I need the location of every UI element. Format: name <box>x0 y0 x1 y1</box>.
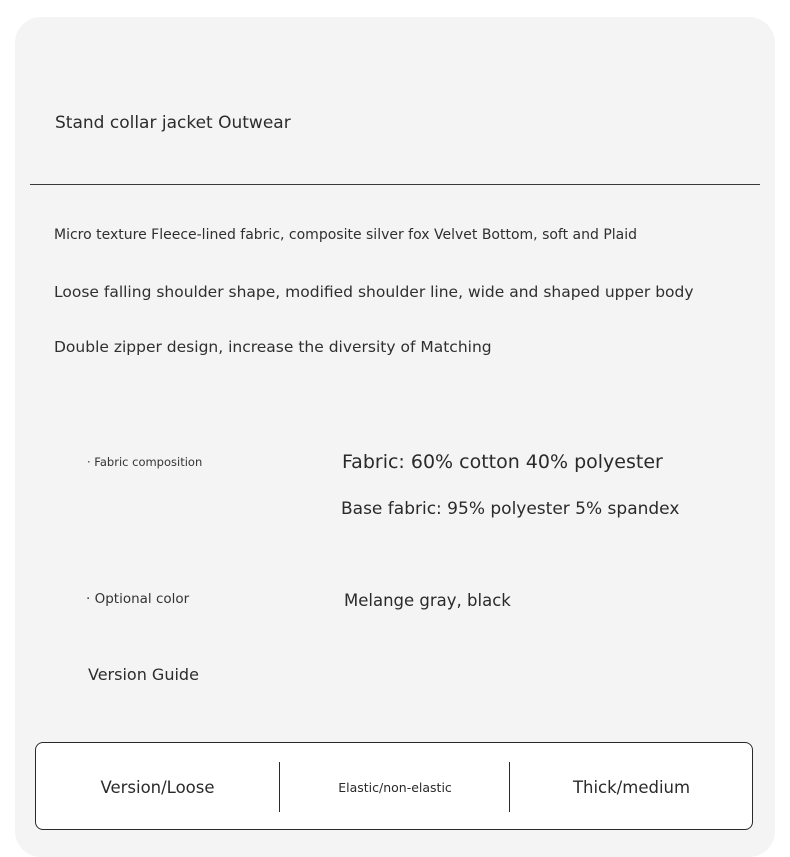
version-guide-title: Version Guide <box>88 665 199 684</box>
thickness-cell: Thick/medium <box>572 777 691 797</box>
version-cell: Version/Loose <box>100 777 215 797</box>
product-title: Stand collar jacket Outwear <box>55 113 291 133</box>
version-guide-table <box>35 742 753 830</box>
elasticity-cell: Elastic/non-elastic <box>338 779 452 795</box>
title-divider <box>30 184 760 185</box>
feature-line: Loose falling shoulder shape, modified shoulder line, wide and shaped upper body <box>54 283 694 301</box>
optional-color-value: Melange gray, black <box>344 591 511 610</box>
feature-line: Double zipper design, increase the diversity of Matching <box>54 338 492 356</box>
product-card <box>15 17 775 857</box>
optional-color-label: · Optional color <box>86 591 190 607</box>
fabric-composition-label: · Fabric composition <box>87 455 203 469</box>
fabric-composition-value: Fabric: 60% cotton 40% polyester <box>342 451 663 473</box>
feature-line: Micro texture Fleece-lined fabric, composite silver fox Velvet Bottom, soft and Plaid <box>54 227 638 243</box>
base-fabric-composition-value: Base fabric: 95% polyester 5% spandex <box>341 499 680 519</box>
